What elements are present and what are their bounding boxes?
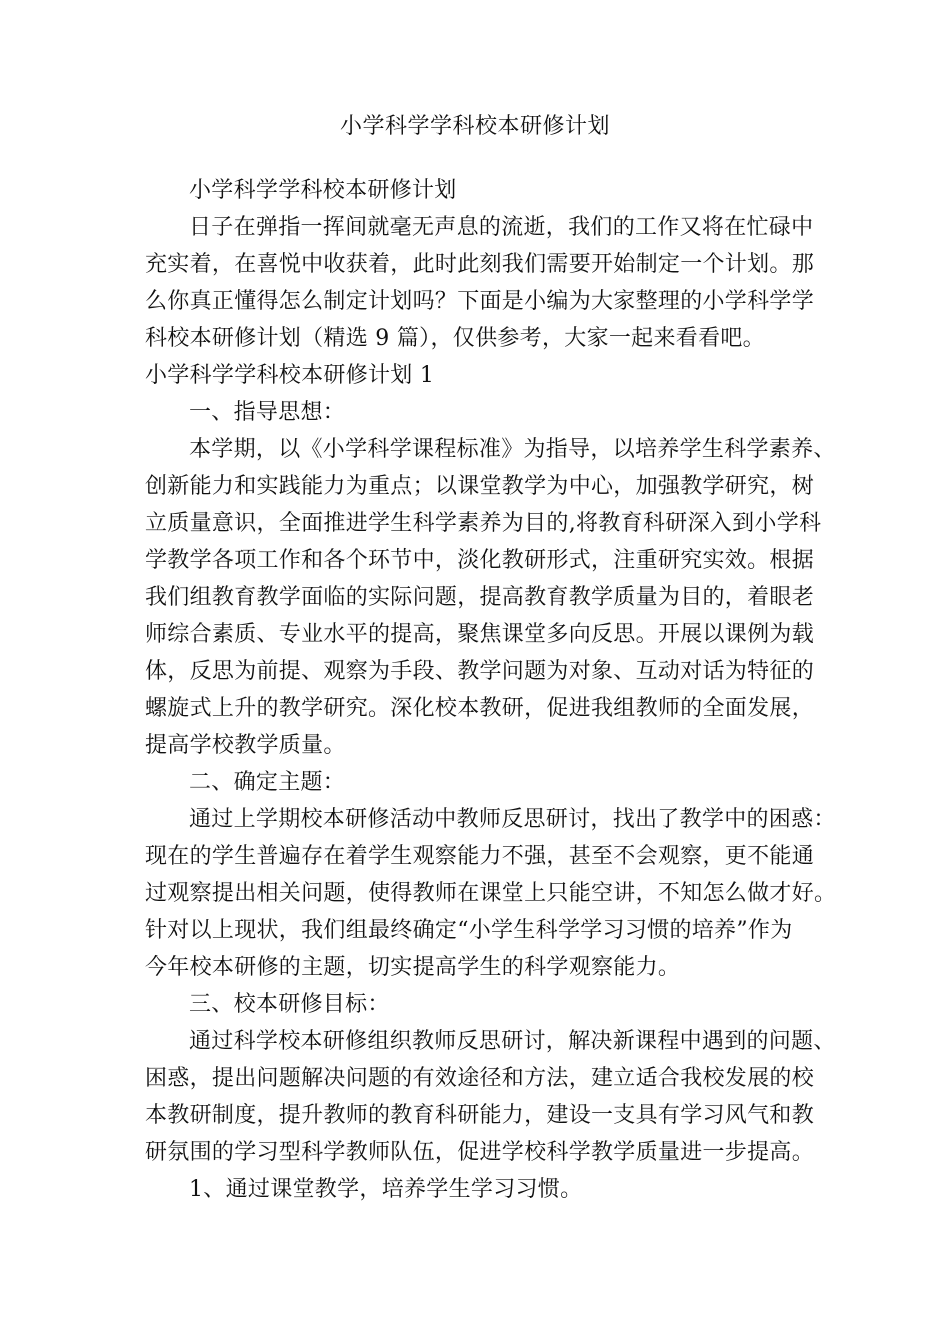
text-line: 提高学校教学质量。 (145, 733, 346, 758)
text-line: 小学科学学科校本研修计划 (189, 178, 457, 203)
text-line: 研氛围的学习型科学教师队伍，促进学校科学教学质量进一步提高。 (145, 1140, 815, 1165)
text-line: 学教学各项工作和各个环节中，淡化教研形式，注重研究实效。根据 (145, 548, 815, 573)
text-line: 通过科学校本研修组织教师反思研讨，解决新课程中遇到的问题、 (189, 1029, 836, 1054)
text-line: 体，反思为前提、观察为手段、教学问题为对象、互动对话为特征的 (145, 659, 815, 684)
text-line: 小学科学学科校本研修计划 1 (145, 363, 435, 388)
text-line: 本教研制度，提升教师的教育科研能力，建设一支具有学习风气和教 (145, 1103, 815, 1128)
text-line: 过观察提出相关问题，使得教师在课堂上只能空讲，不知怎么做才好。 (145, 881, 837, 906)
text-line: 创新能力和实践能力为重点；以课堂教学为中心，加强教学研究，树 (145, 474, 815, 499)
text-line: 师综合素质、专业水平的提高，聚焦课堂多向反思。开展以课例为载 (145, 622, 815, 647)
document-title: 小学科学学科校本研修计划 (339, 114, 610, 139)
text-line: 针对以上现状，我们组最终确定“小学生科学学习习惯的培养”作为 (145, 918, 793, 943)
text-line: 今年校本研修的主题，切实提高学生的科学观察能力。 (145, 955, 681, 980)
text-line: 通过上学期校本研修活动中教师反思研讨，找出了教学中的困惑： (189, 807, 836, 832)
text-line: 三、校本研修目标： (189, 992, 390, 1017)
text-line: 1、通过课堂教学，培养学生学习习惯。 (189, 1177, 583, 1202)
text-line: 二、确定主题： (189, 770, 346, 795)
text-line: 困惑，提出问题解决问题的有效途径和方法，建立适合我校发展的校 (145, 1066, 815, 1091)
text-line: 现在的学生普遍存在着学生观察能力不强，甚至不会观察，更不能通 (145, 844, 815, 869)
text-line: 日子在弹指一挥间就毫无声息的流逝，我们的工作又将在忙碌中 (189, 215, 814, 240)
text-line: 科校本研修计划（精选 9 篇），仅供参考，大家一起来看看吧。 (145, 326, 765, 351)
text-line: 么你真正懂得怎么制定计划吗？下面是小编为大家整理的小学科学学 (145, 289, 815, 314)
document-body (145, 172, 835, 1208)
text-line: 一、指导思想： (189, 400, 346, 425)
text-line: 我们组教育教学面临的实际问题，提高教育教学质量为目的，着眼老 (145, 585, 815, 610)
text-line: 立质量意识，全面推进学生科学素养为目的,将教育科研深入到小学科 (145, 511, 822, 536)
text-line: 本学期，以《小学科学课程标准》为指导，以培养学生科学素养、 (189, 437, 836, 462)
text-line: 充实着，在喜悦中收获着，此时此刻我们需要开始制定一个计划。那 (145, 252, 815, 277)
text-line: 螺旋式上升的教学研究。深化校本教研，促进我组教师的全面发展， (145, 696, 815, 721)
